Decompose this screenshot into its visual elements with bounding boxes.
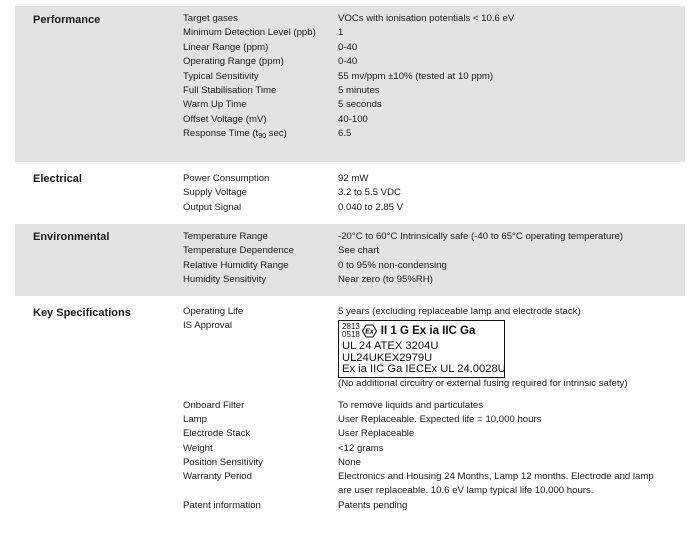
ex-symbol-text: Ex <box>365 328 374 336</box>
spec-label: Patent information <box>183 500 261 511</box>
section-title-performance: Performance <box>33 14 101 26</box>
environmental-section <box>15 224 685 296</box>
spec-label: Onboard Filter <box>183 400 245 411</box>
spec-row-is-approval <box>183 319 683 379</box>
approval-note: (No additional circuitry or external fusing required for intrinsic safety) <box>338 378 628 389</box>
spec-row <box>183 26 683 40</box>
spec-row <box>183 427 683 441</box>
spec-label: Warm Up Time <box>183 99 247 111</box>
approval-line-2: UL 24 ATEX 3204U <box>342 340 439 352</box>
spec-label: Relative Humidity Range <box>183 259 289 271</box>
spec-row <box>183 98 683 112</box>
label-suffix: sec) <box>265 128 287 140</box>
spec-value: 0.040 to 2.85 V <box>338 201 404 213</box>
approval-line-4: Ex ia IIC Ga IECEx UL 24.0028U <box>342 363 506 375</box>
spec-value: 1 <box>338 27 344 39</box>
electrical-section <box>15 164 685 222</box>
spec-value: User Replaceable. Expected life = 10,000 hours <box>338 414 542 425</box>
spec-row <box>183 499 683 513</box>
spec-label: Position Sensitivity <box>183 457 263 468</box>
spec-row <box>183 230 683 244</box>
section-title-key-specifications: Key Specifications <box>33 307 131 319</box>
spec-row <box>183 273 683 287</box>
spec-row <box>183 456 683 470</box>
spec-label: Output Signal <box>183 201 242 213</box>
spec-value: User Replaceable <box>338 428 415 439</box>
spec-value: See chart <box>338 245 380 257</box>
section-title-electrical: Electrical <box>33 173 82 185</box>
spec-value: 6.5 <box>338 128 352 140</box>
spec-row <box>183 201 683 215</box>
spec-row <box>183 55 683 69</box>
spec-value: 5 seconds <box>338 99 382 111</box>
spec-label-response-time <box>183 127 287 144</box>
spec-value: To remove liquids and particulates <box>338 400 484 411</box>
spec-value: Patents pending <box>338 500 408 511</box>
approval-number-top: 2813 <box>342 322 360 331</box>
spec-value: 0-40 <box>338 41 358 53</box>
spec-label: Operating Range (ppm) <box>183 56 284 68</box>
spec-label: Target gases <box>183 13 238 24</box>
approval-line-1 <box>342 321 501 341</box>
spec-value: <12 grams <box>338 443 384 454</box>
approval-line-3: UL24UKEX2979U <box>342 351 433 364</box>
spec-value: 5 years (excluding replaceable lamp and electrode stack) <box>338 306 581 317</box>
spec-label: Power Consumption <box>183 173 270 184</box>
spec-row <box>183 127 683 141</box>
spec-row <box>183 113 683 127</box>
section-title-environmental: Environmental <box>33 231 110 243</box>
spec-value: 92 mW <box>338 173 369 184</box>
spec-value: 5 minutes <box>338 85 380 96</box>
spec-value: 3.2 to 5.5 VDC <box>338 187 401 199</box>
spec-label: Supply Voltage <box>183 187 248 199</box>
spec-row <box>183 413 683 427</box>
spec-label: Weight <box>183 443 213 454</box>
spec-row <box>183 470 683 500</box>
spec-value: 55 mv/ppm ±10% (tested at 10 ppm) <box>338 70 494 82</box>
spec-row <box>183 70 683 84</box>
is-approval-marking <box>338 320 505 378</box>
spec-row <box>183 84 683 98</box>
spec-label: Temperature Dependence <box>183 245 294 257</box>
spec-label: Full Stabilisation Time <box>183 85 277 96</box>
spec-label: IS Approval <box>183 320 233 331</box>
spec-label: Linear Range (ppm) <box>183 41 269 53</box>
spec-label: Warranty Period <box>183 471 252 482</box>
spec-label: Humidity Sensitivity <box>183 274 267 286</box>
spec-label: Temperature Range <box>183 231 268 242</box>
approval-number-bottom: 0518 <box>342 330 360 339</box>
spec-value: None <box>338 457 361 468</box>
spec-value: 40-100 <box>338 113 368 125</box>
approval-numbers <box>342 323 360 339</box>
spec-row <box>183 12 683 26</box>
label-prefix: Response Time (t <box>183 128 259 140</box>
performance-section <box>15 6 685 162</box>
spec-label: Electrode Stack <box>183 428 251 439</box>
spec-label: Typical Sensitivity <box>183 70 259 82</box>
spec-row <box>183 186 683 200</box>
spec-label: Lamp <box>183 414 207 425</box>
label-subscript: 90 <box>258 133 266 141</box>
spec-row <box>183 442 683 456</box>
spec-value: 0 to 95% non-condensing <box>338 259 447 271</box>
spec-row <box>183 259 683 273</box>
spec-value: VOCs with ionisation potentials < 10.6 eV <box>338 13 515 24</box>
spec-label: Offset Voltage (mV) <box>183 113 267 125</box>
spec-row <box>183 172 683 186</box>
spec-value: -20°C to 60°C Intrinsically safe (-40 to 65°C operating temperature) <box>338 231 624 242</box>
approval-marking: II 1 G Ex ia IIC Ga <box>380 325 476 337</box>
spec-row <box>183 244 683 258</box>
spec-row <box>183 399 683 413</box>
approval-note-row <box>183 377 683 391</box>
spec-label: Operating Life <box>183 306 244 317</box>
spec-value: 0-40 <box>338 56 358 68</box>
spec-value: Electronics and Housing 24 Months, Lamp 12 months. Electrode and lamp are user replaceable. 10.6 eV lamp typical life 10,000 hours. <box>338 471 654 497</box>
spec-row-operating-life <box>183 305 683 319</box>
ex-hexagon-icon <box>362 324 377 338</box>
spec-row <box>183 41 683 55</box>
key-specifications-section <box>15 298 685 534</box>
spec-label: Minimum Detection Level (ppb) <box>183 27 316 39</box>
spec-value: Near zero (to 95%RH) <box>338 274 433 286</box>
